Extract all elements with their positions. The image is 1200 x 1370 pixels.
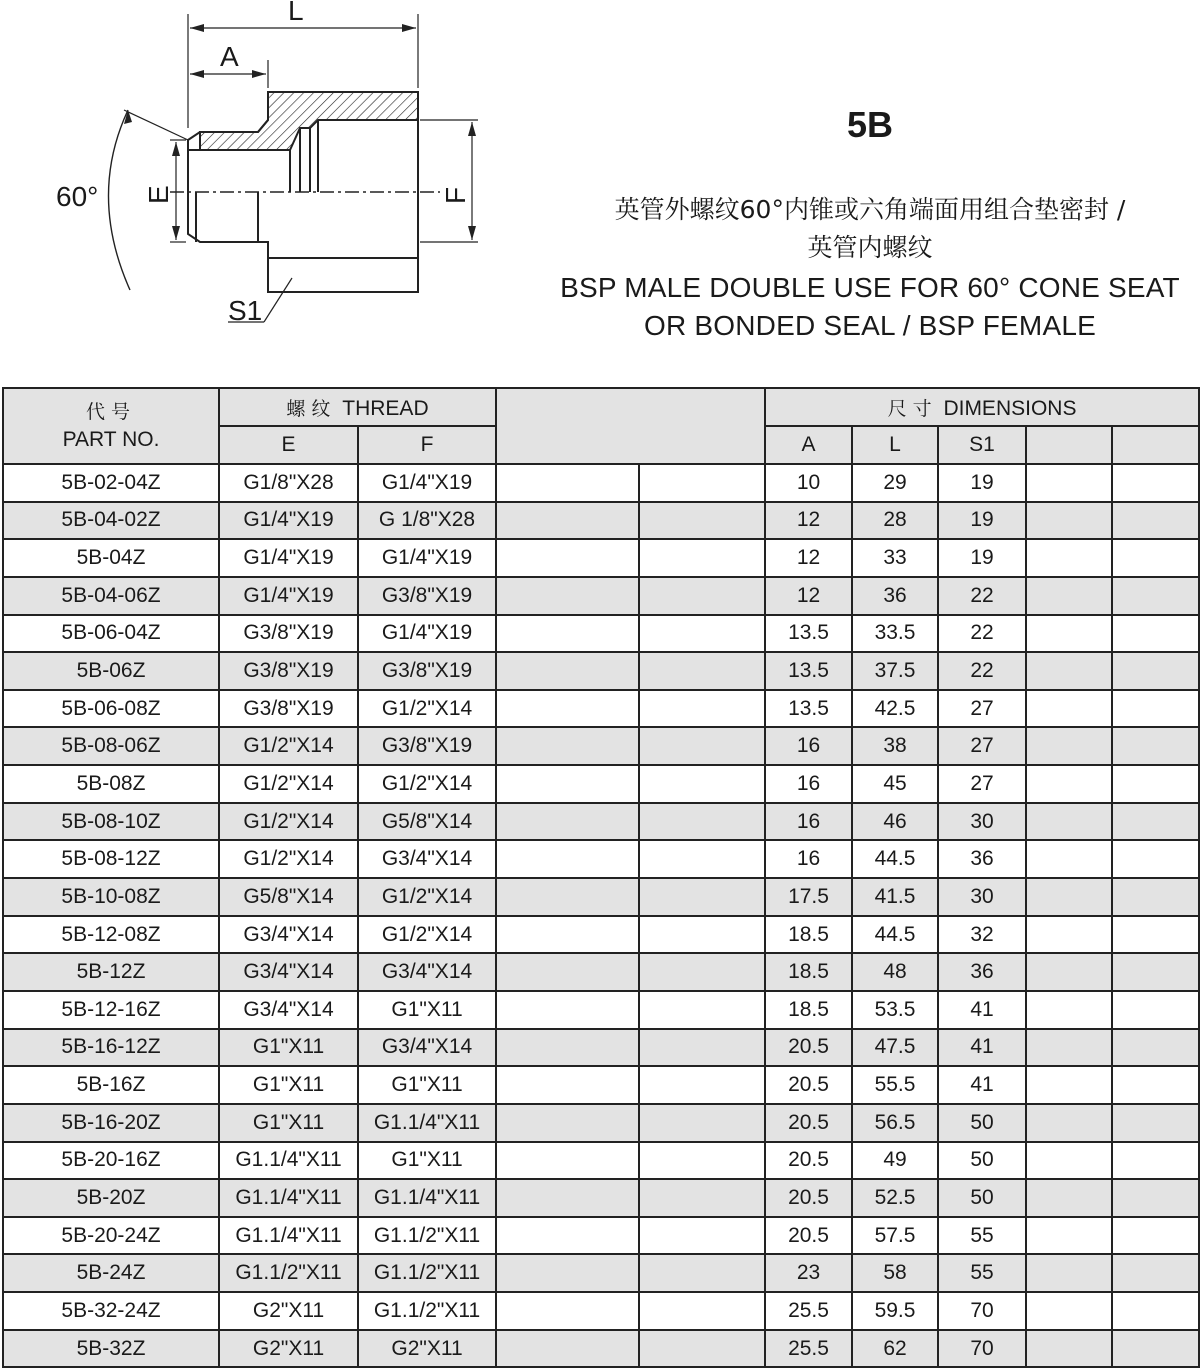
table-row <box>3 539 1199 577</box>
title-cn-line2: 英管内螺纹 <box>807 233 933 262</box>
table-row <box>3 502 1199 540</box>
cell-blank <box>1112 502 1199 540</box>
cell-blank <box>1112 1330 1199 1368</box>
cell-thread-e: G5/8"X14 <box>219 878 358 916</box>
cell-thread-f: G3/4"X14 <box>358 953 496 991</box>
cell-part-no: 5B-06Z <box>3 652 219 690</box>
cell-thread-f: G1/4"X19 <box>358 539 496 577</box>
cell-part-no: 5B-06-08Z <box>3 690 219 728</box>
cell-blank <box>639 1217 765 1255</box>
cell-part-no: 5B-08-10Z <box>3 803 219 841</box>
cell-thread-e: G1/2"X14 <box>219 765 358 803</box>
cell-dim-a: 25.5 <box>765 1330 852 1368</box>
cell-dim-s1: 36 <box>938 840 1026 878</box>
cell-part-no: 5B-24Z <box>3 1254 219 1292</box>
cell-blank <box>1112 1254 1199 1292</box>
cell-dim-s1: 50 <box>938 1179 1026 1217</box>
cell-thread-f: G1"X11 <box>358 1142 496 1180</box>
cell-dim-s1: 19 <box>938 464 1026 502</box>
cell-blank <box>1112 652 1199 690</box>
cell-blank <box>1112 577 1199 615</box>
cell-blank <box>1026 464 1112 502</box>
cell-thread-e: G3/8"X19 <box>219 652 358 690</box>
cell-blank <box>1026 1254 1112 1292</box>
cell-blank <box>1026 1104 1112 1142</box>
cell-blank <box>1026 502 1112 540</box>
cell-thread-f: G5/8"X14 <box>358 803 496 841</box>
cell-blank <box>639 991 765 1029</box>
cell-thread-e: G1.1/4"X11 <box>219 1179 358 1217</box>
table-row <box>3 1330 1199 1368</box>
dimensions-header-cn: 尺寸 <box>887 397 938 420</box>
cell-thread-e: G2"X11 <box>219 1292 358 1330</box>
cell-blank <box>1112 1142 1199 1180</box>
cell-blank <box>496 803 639 841</box>
cell-dim-a: 20.5 <box>765 1179 852 1217</box>
col-blank-header <box>1026 426 1112 464</box>
cell-dim-s1: 22 <box>938 615 1026 653</box>
cell-blank <box>1026 765 1112 803</box>
cell-dim-l: 57.5 <box>852 1217 938 1255</box>
cell-dim-l: 46 <box>852 803 938 841</box>
cell-blank <box>1112 1179 1199 1217</box>
cell-thread-e: G2"X11 <box>219 1330 358 1368</box>
table-row <box>3 1142 1199 1180</box>
cell-blank <box>639 1179 765 1217</box>
cell-part-no: 5B-04Z <box>3 539 219 577</box>
cell-blank <box>639 1292 765 1330</box>
cell-blank <box>496 1104 639 1142</box>
cell-dim-l: 33 <box>852 539 938 577</box>
thread-header-en: THREAD <box>342 396 429 420</box>
cell-thread-e: G1"X11 <box>219 1066 358 1104</box>
cell-thread-f: G3/8"X19 <box>358 577 496 615</box>
cell-blank <box>639 765 765 803</box>
cell-blank <box>639 1330 765 1368</box>
cell-blank <box>1026 1292 1112 1330</box>
label-e: E <box>143 185 174 204</box>
part-no-header-cn: 代号 <box>85 401 136 423</box>
cell-thread-e: G1/4"X19 <box>219 577 358 615</box>
cell-dim-l: 37.5 <box>852 652 938 690</box>
cell-blank <box>1112 803 1199 841</box>
cell-part-no: 5B-16-20Z <box>3 1104 219 1142</box>
cell-dim-l: 44.5 <box>852 840 938 878</box>
cell-part-no: 5B-20-24Z <box>3 1217 219 1255</box>
dimensions-header-en: DIMENSIONS <box>943 396 1077 420</box>
cell-part-no: 5B-08-12Z <box>3 840 219 878</box>
cell-dim-a: 16 <box>765 803 852 841</box>
cell-thread-f: G1.1/2"X11 <box>358 1254 496 1292</box>
cell-dim-l: 38 <box>852 727 938 765</box>
cell-dim-s1: 30 <box>938 803 1026 841</box>
cell-part-no: 5B-04-02Z <box>3 502 219 540</box>
cell-dim-a: 20.5 <box>765 1029 852 1067</box>
cell-thread-e: G1"X11 <box>219 1029 358 1067</box>
cell-thread-e: G1/4"X19 <box>219 502 358 540</box>
table-row <box>3 577 1199 615</box>
cell-blank <box>496 765 639 803</box>
cell-blank <box>496 502 639 540</box>
cell-dim-l: 42.5 <box>852 690 938 728</box>
cell-blank <box>496 1029 639 1067</box>
cell-part-no: 5B-10-08Z <box>3 878 219 916</box>
cell-dim-l: 28 <box>852 502 938 540</box>
cell-blank <box>1112 464 1199 502</box>
cell-thread-f: G1.1/4"X11 <box>358 1179 496 1217</box>
table-row <box>3 690 1199 728</box>
cell-dim-l: 48 <box>852 953 938 991</box>
cell-dim-s1: 55 <box>938 1217 1026 1255</box>
table-row <box>3 916 1199 954</box>
cell-thread-e: G3/8"X19 <box>219 690 358 728</box>
cell-dim-a: 16 <box>765 840 852 878</box>
cell-thread-e: G1.1/4"X11 <box>219 1217 358 1255</box>
cell-thread-f: G1/2"X14 <box>358 916 496 954</box>
cell-blank <box>1026 1142 1112 1180</box>
cell-blank <box>496 615 639 653</box>
cell-thread-e: G3/4"X14 <box>219 953 358 991</box>
cell-blank <box>1026 615 1112 653</box>
cell-thread-f: G1"X11 <box>358 991 496 1029</box>
cell-part-no: 5B-12Z <box>3 953 219 991</box>
table-row <box>3 464 1199 502</box>
table-row <box>3 878 1199 916</box>
cell-thread-e: G1/2"X14 <box>219 803 358 841</box>
cell-dim-l: 53.5 <box>852 991 938 1029</box>
cell-blank <box>496 464 639 502</box>
cell-dim-l: 45 <box>852 765 938 803</box>
table-row <box>3 1066 1199 1104</box>
cell-blank <box>1112 539 1199 577</box>
cell-blank <box>639 539 765 577</box>
table-row <box>3 840 1199 878</box>
cell-blank <box>639 652 765 690</box>
cell-dim-s1: 19 <box>938 502 1026 540</box>
table-row <box>3 1254 1199 1292</box>
cell-dim-l: 58 <box>852 1254 938 1292</box>
cell-blank <box>639 953 765 991</box>
cell-blank <box>496 953 639 991</box>
cell-part-no: 5B-20Z <box>3 1179 219 1217</box>
table-row <box>3 953 1199 991</box>
cell-blank <box>639 502 765 540</box>
cell-thread-e: G1"X11 <box>219 1104 358 1142</box>
cell-blank <box>1112 615 1199 653</box>
cell-dim-l: 56.5 <box>852 1104 938 1142</box>
cell-blank <box>1112 690 1199 728</box>
cell-blank <box>1026 690 1112 728</box>
cell-thread-e: G1.1/2"X11 <box>219 1254 358 1292</box>
cell-part-no: 5B-08Z <box>3 765 219 803</box>
cell-thread-f: G 1/8"X28 <box>358 502 496 540</box>
table-row <box>3 765 1199 803</box>
cell-thread-e: G1/2"X14 <box>219 727 358 765</box>
table-row <box>3 1292 1199 1330</box>
cell-dim-a: 18.5 <box>765 991 852 1029</box>
cell-dim-a: 18.5 <box>765 953 852 991</box>
cell-dim-s1: 19 <box>938 539 1026 577</box>
cell-blank <box>639 803 765 841</box>
cell-thread-f: G1/2"X14 <box>358 878 496 916</box>
col-e-header: E <box>219 426 358 464</box>
cell-blank <box>1026 727 1112 765</box>
cell-dim-a: 20.5 <box>765 1142 852 1180</box>
cell-blank <box>496 1179 639 1217</box>
cell-blank <box>496 690 639 728</box>
model-code: 5B <box>846 104 894 145</box>
cell-blank <box>639 464 765 502</box>
cell-part-no: 5B-06-04Z <box>3 615 219 653</box>
cell-dim-a: 20.5 <box>765 1066 852 1104</box>
cell-blank <box>1026 1330 1112 1368</box>
cell-blank <box>639 1029 765 1067</box>
cell-blank <box>639 577 765 615</box>
cell-dim-s1: 30 <box>938 878 1026 916</box>
cell-blank <box>496 1142 639 1180</box>
cell-dim-l: 36 <box>852 577 938 615</box>
title-cn-line1: 英管外螺纹60°内锥或六角端面用组合垫密封 / <box>614 195 1126 224</box>
cell-dim-a: 23 <box>765 1254 852 1292</box>
cell-blank <box>496 991 639 1029</box>
thread-header-cn: 螺纹 <box>286 397 337 420</box>
cell-blank <box>1112 878 1199 916</box>
table-row <box>3 1217 1199 1255</box>
cell-part-no: 5B-16-12Z <box>3 1029 219 1067</box>
cell-dim-a: 20.5 <box>765 1104 852 1142</box>
cell-dim-a: 13.5 <box>765 690 852 728</box>
cell-blank <box>639 690 765 728</box>
cell-blank <box>1026 1217 1112 1255</box>
spec-table <box>2 387 1200 1368</box>
table-row <box>3 1179 1199 1217</box>
label-f: F <box>440 186 471 204</box>
cell-blank <box>1026 953 1112 991</box>
cell-blank <box>1026 652 1112 690</box>
cell-dim-l: 62 <box>852 1330 938 1368</box>
label-angle: 60° <box>56 181 99 212</box>
cell-dim-a: 17.5 <box>765 878 852 916</box>
cell-thread-e: G3/8"X19 <box>219 615 358 653</box>
cell-blank <box>1026 539 1112 577</box>
cell-blank <box>496 727 639 765</box>
title-en-line1: BSP MALE DOUBLE USE FOR 60° CONE SEAT <box>560 272 1180 303</box>
cell-part-no: 5B-32Z <box>3 1330 219 1368</box>
cell-blank <box>639 878 765 916</box>
cell-dim-l: 49 <box>852 1142 938 1180</box>
cell-part-no: 5B-20-16Z <box>3 1142 219 1180</box>
blank-header <box>496 388 765 464</box>
cell-dim-s1: 36 <box>938 953 1026 991</box>
table-row <box>3 615 1199 653</box>
cell-blank <box>1026 1029 1112 1067</box>
table-row <box>3 803 1199 841</box>
cell-blank <box>1112 1029 1199 1067</box>
label-a: A <box>220 41 239 72</box>
cell-blank <box>1026 577 1112 615</box>
cell-blank <box>496 840 639 878</box>
cell-dim-a: 16 <box>765 727 852 765</box>
col-s1-header: S1 <box>938 426 1026 464</box>
cell-blank <box>1112 1217 1199 1255</box>
cell-dim-s1: 27 <box>938 690 1026 728</box>
cell-dim-l: 29 <box>852 464 938 502</box>
cell-dim-s1: 22 <box>938 577 1026 615</box>
cell-thread-f: G1.1/4"X11 <box>358 1104 496 1142</box>
cell-dim-l: 52.5 <box>852 1179 938 1217</box>
cell-thread-f: G3/4"X14 <box>358 840 496 878</box>
cell-dim-a: 12 <box>765 577 852 615</box>
cell-dim-s1: 27 <box>938 727 1026 765</box>
cell-thread-f: G1/2"X14 <box>358 765 496 803</box>
cell-blank <box>496 1066 639 1104</box>
col-a-header: A <box>765 426 852 464</box>
cell-blank <box>496 1254 639 1292</box>
cell-dim-s1: 70 <box>938 1292 1026 1330</box>
cell-dim-a: 18.5 <box>765 916 852 954</box>
cell-blank <box>639 1104 765 1142</box>
part-no-header <box>3 388 219 464</box>
cell-thread-e: G1.1/4"X11 <box>219 1142 358 1180</box>
cell-blank <box>496 1217 639 1255</box>
cell-blank <box>1026 1066 1112 1104</box>
cell-dim-a: 13.5 <box>765 652 852 690</box>
cell-part-no: 5B-08-06Z <box>3 727 219 765</box>
cell-blank <box>1112 727 1199 765</box>
cell-blank <box>1112 1292 1199 1330</box>
cell-blank <box>496 878 639 916</box>
cell-part-no: 5B-32-24Z <box>3 1292 219 1330</box>
cell-part-no: 5B-12-16Z <box>3 991 219 1029</box>
cell-dim-a: 12 <box>765 539 852 577</box>
cell-dim-s1: 32 <box>938 916 1026 954</box>
cell-dim-s1: 41 <box>938 991 1026 1029</box>
cell-thread-e: G1/8"X28 <box>219 464 358 502</box>
cell-blank <box>639 1142 765 1180</box>
cell-blank <box>639 1066 765 1104</box>
cell-thread-e: G3/4"X14 <box>219 916 358 954</box>
col-blank-header <box>1112 426 1199 464</box>
cell-thread-f: G3/4"X14 <box>358 1029 496 1067</box>
table-row <box>3 652 1199 690</box>
cell-blank <box>1026 991 1112 1029</box>
cell-dim-l: 33.5 <box>852 615 938 653</box>
cell-thread-f: G3/8"X19 <box>358 652 496 690</box>
table-row <box>3 991 1199 1029</box>
thread-header <box>219 388 496 426</box>
cell-blank <box>1026 916 1112 954</box>
cell-thread-f: G1/4"X19 <box>358 464 496 502</box>
cell-blank <box>496 577 639 615</box>
cell-dim-a: 20.5 <box>765 1217 852 1255</box>
cell-dim-s1: 41 <box>938 1066 1026 1104</box>
cell-blank <box>496 539 639 577</box>
cell-blank <box>496 652 639 690</box>
cell-dim-a: 10 <box>765 464 852 502</box>
table-row <box>3 727 1199 765</box>
cell-blank <box>639 615 765 653</box>
table-row <box>3 1029 1199 1067</box>
col-l-header: L <box>852 426 938 464</box>
cell-blank <box>639 727 765 765</box>
cell-dim-l: 41.5 <box>852 878 938 916</box>
cell-blank <box>639 916 765 954</box>
cell-thread-f: G1/2"X14 <box>358 690 496 728</box>
cell-thread-f: G3/8"X19 <box>358 727 496 765</box>
cell-dim-s1: 27 <box>938 765 1026 803</box>
cell-blank <box>1112 991 1199 1029</box>
cell-part-no: 5B-12-08Z <box>3 916 219 954</box>
cell-thread-f: G1"X11 <box>358 1066 496 1104</box>
cell-blank <box>639 1254 765 1292</box>
cell-blank <box>1026 840 1112 878</box>
cell-blank <box>1112 953 1199 991</box>
title-en-line2: OR BONDED SEAL / BSP FEMALE <box>644 310 1096 341</box>
cell-part-no: 5B-04-06Z <box>3 577 219 615</box>
cell-dim-s1: 22 <box>938 652 1026 690</box>
cell-dim-l: 44.5 <box>852 916 938 954</box>
cell-blank <box>496 916 639 954</box>
cell-blank <box>1112 1104 1199 1142</box>
cell-blank <box>496 1292 639 1330</box>
cell-dim-a: 13.5 <box>765 615 852 653</box>
part-no-header-en: PART NO. <box>62 428 160 451</box>
cell-blank <box>639 840 765 878</box>
cell-blank <box>1112 765 1199 803</box>
cell-thread-f: G2"X11 <box>358 1330 496 1368</box>
cell-blank <box>1026 803 1112 841</box>
cell-thread-e: G1/2"X14 <box>219 840 358 878</box>
cell-dim-s1: 55 <box>938 1254 1026 1292</box>
table-body <box>3 464 1199 1367</box>
cell-dim-a: 16 <box>765 765 852 803</box>
cell-blank <box>496 1330 639 1368</box>
cell-thread-f: G1.1/2"X11 <box>358 1217 496 1255</box>
cell-thread-e: G3/4"X14 <box>219 991 358 1029</box>
cell-dim-s1: 50 <box>938 1142 1026 1180</box>
cell-blank <box>1112 1066 1199 1104</box>
dimensions-header <box>765 388 1199 426</box>
label-s1: S1 <box>228 295 263 326</box>
cell-dim-a: 12 <box>765 502 852 540</box>
cell-part-no: 5B-16Z <box>3 1066 219 1104</box>
cell-dim-l: 47.5 <box>852 1029 938 1067</box>
cell-thread-f: G1.1/2"X11 <box>358 1292 496 1330</box>
cell-thread-f: G1/4"X19 <box>358 615 496 653</box>
cell-blank <box>1026 878 1112 916</box>
cell-dim-l: 59.5 <box>852 1292 938 1330</box>
cell-blank <box>1112 916 1199 954</box>
cell-dim-a: 25.5 <box>765 1292 852 1330</box>
label-l: L <box>288 0 304 26</box>
cell-dim-l: 55.5 <box>852 1066 938 1104</box>
cell-thread-e: G1/4"X19 <box>219 539 358 577</box>
fitting-drawing <box>0 0 560 340</box>
cell-part-no: 5B-02-04Z <box>3 464 219 502</box>
cell-dim-s1: 70 <box>938 1330 1026 1368</box>
cell-dim-s1: 41 <box>938 1029 1026 1067</box>
table-row <box>3 1104 1199 1142</box>
cell-dim-s1: 50 <box>938 1104 1026 1142</box>
cell-blank <box>1112 840 1199 878</box>
cell-blank <box>1026 1179 1112 1217</box>
col-f-header: F <box>358 426 496 464</box>
